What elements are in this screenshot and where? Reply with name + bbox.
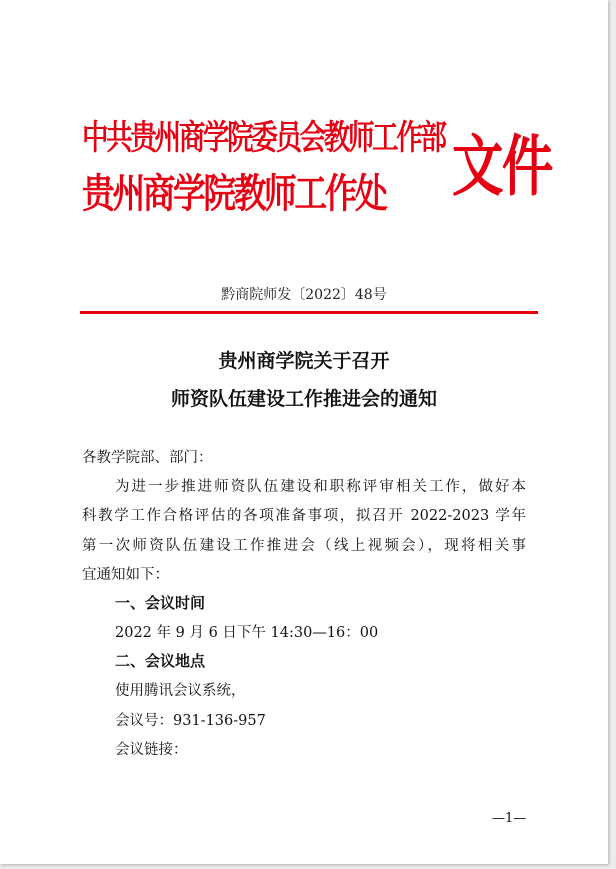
meeting-time: 2022 年 9 月 6 日下午 14:30—16：00 bbox=[115, 625, 379, 641]
issuing-org-line-2: 贵州商学院教师工作处 bbox=[82, 170, 386, 217]
red-separator-rule bbox=[80, 311, 538, 314]
section-heading-meeting-time: 一、会议时间 bbox=[115, 594, 206, 612]
location-system: 使用腾讯会议系统， bbox=[115, 683, 246, 699]
page-number: —1— bbox=[492, 811, 527, 826]
notice-title-line-2: 师资队伍建设工作推进会的通知 bbox=[170, 388, 437, 410]
salutation: 各教学院部、部门： bbox=[82, 450, 213, 466]
intro-line-2: 科教学工作合格评估的各项准备事项，拟召开 2022-2023 学年 bbox=[82, 508, 526, 524]
intro-line-1: 为进一步推进师资队伍建设和职称评审相关工作，做好本 bbox=[115, 479, 526, 495]
document-number: 黔商院师发〔2022〕48号 bbox=[221, 287, 387, 303]
issuing-org-line-1: 中共贵州商学院委员会教师工作部 bbox=[82, 118, 445, 158]
notice-title-line-1: 贵州商学院关于召开 bbox=[218, 350, 390, 372]
section-heading-meeting-location: 二、会议地点 bbox=[115, 652, 206, 670]
intro-line-4: 宜通知如下： bbox=[82, 567, 169, 583]
document-word-wenjian: 文件 bbox=[452, 127, 552, 205]
meeting-id: 会议号：931-136-957 bbox=[115, 713, 266, 729]
intro-line-3: 第一次师资队伍建设工作推进会（线上视频会），现将相关事 bbox=[82, 538, 526, 554]
meeting-link-label: 会议链接： bbox=[115, 742, 188, 758]
